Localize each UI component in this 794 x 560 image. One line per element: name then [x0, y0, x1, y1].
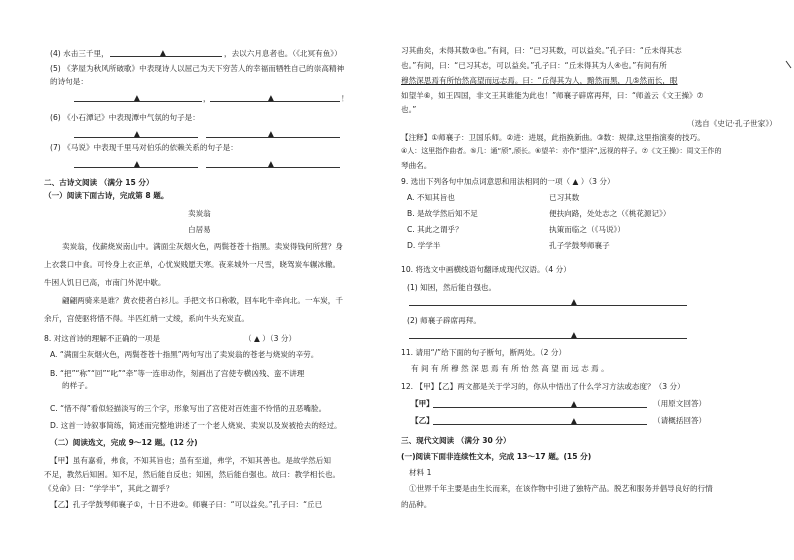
- q8-option-d: D. 这首一诗叙事简练，简述而完整地讲述了一个老人烧炭、卖炭以及炭被抢去的经过。: [50, 421, 342, 430]
- q10-answer-2[interactable]: [409, 338, 687, 339]
- q4-blank[interactable]: [110, 56, 222, 57]
- right-column: [397, 0, 794, 560]
- q9-option-b-pair: 便扶向路，处处志之（《桃花源记》）: [549, 209, 671, 218]
- poem-line: 牛困人饥日已高，市南门外泥中歇。: [44, 278, 166, 287]
- q12-label-jia: 【甲】: [411, 399, 434, 408]
- q8-answer-slot[interactable]: （ ▲ ）（3 分）: [244, 334, 297, 343]
- q10-part-2: (2) 师襄子辟席再拜。: [407, 316, 481, 325]
- blank-marker-icon: ▲: [571, 297, 577, 306]
- poem-line: 余斤，宫使驱将惜不得。半匹红绡一丈绫，系向牛头充炭直。: [44, 314, 250, 323]
- passage-jia: 《兑命》曰：“学学半”，其此之谓乎？: [44, 484, 174, 493]
- q12-hint-jia: （用原文回答）: [653, 399, 707, 408]
- poem-line: 上衣裳口中食。可怜身上衣正单，心忧炭贱愿天寒。夜来城外一尺雪，晓驾炭车辗冰辙。: [44, 260, 341, 269]
- q12-hint-yi: （请概括回答）: [653, 416, 707, 425]
- q12-text: 12. 【甲】【乙】两文都是关于学习的，你从中悟出了什么学习方法或态度？（3 分）: [401, 382, 685, 391]
- section-2-heading: 二、古诗文阅读 （满分 15 分）: [44, 178, 154, 187]
- q11-text: 11. 请用“/”给下面的句子断句，断两处。（2 分）: [401, 348, 567, 357]
- material-text: 的品种。: [401, 500, 432, 509]
- passage-yi-underlined: 穆然深思焉有所怡然高望而远志焉。曰：“丘得其为人，黯然而黑，几⑤然而长，眼: [401, 76, 678, 85]
- q8-option-b-cont: 的样子。: [62, 381, 93, 390]
- q7-text: (7) 《马说》中表现千里马对伯乐的依赖关系的句子是：: [50, 143, 238, 152]
- subsection-1-heading: （一）阅读下面古诗，完成第 8 题。: [44, 191, 169, 200]
- blank-marker-icon: ▲: [134, 159, 140, 168]
- passage-jia: 【甲】虽有嘉肴，弗食，不知其旨也；虽有至道，弗学，不知其善也。是故学然后知: [50, 456, 331, 465]
- q5-comma: ，: [203, 94, 211, 103]
- q9-option-c-pair: 执策而临之（《马说》）: [549, 225, 625, 234]
- q5-blank-2[interactable]: [210, 101, 340, 102]
- material-text: ①世界千年主要是由生长而来，在该作物中引进了独特产品。脱艺和服务并倡导良好的行情: [409, 484, 713, 493]
- passage-yi: 【乙】孔子学鼓琴师襄子①，十日不进②。师襄子曰：“可以益矣。”孔子曰：“丘已: [50, 500, 323, 509]
- q8-option-a: A. “满面尘灰烟火色，两鬓苍苍十指黑”两句写出了卖炭翁的苍老与烧炭的辛劳。: [50, 350, 319, 359]
- q10-part-1: (1) 知困，然后能自强也。: [407, 283, 497, 292]
- q12-label-yi: 【乙】: [411, 416, 434, 425]
- notes: 琴曲名。: [401, 161, 432, 170]
- passage-yi: 习其曲矣，未得其数③也。”有间，曰：“已习其数，可以益矣。”孔子曰：“丘未得其志: [401, 46, 682, 55]
- q4-text: (4) 水击三千里，: [50, 49, 109, 58]
- q8-option-c: C. “惜不得”看似轻描淡写的三个字，形象写出了宫使对百姓蛮不怜惜的丑恶嘴脸。: [50, 404, 327, 413]
- poem-line: 翩翩两骑来是谁？黄衣使者白衫儿。手把文书口称敕，回车叱牛牵向北。一车炭，千: [62, 296, 343, 305]
- subsection-2-heading: （二）阅读选文，完成 9～12 题。(12 分): [50, 438, 198, 447]
- q9-option-d: D. 学学半: [407, 241, 441, 250]
- blank-marker-icon: ▲: [268, 159, 274, 168]
- blank-marker-icon: ▲: [134, 129, 140, 138]
- section-3-heading: 三、现代文阅读 （满分 30 分）: [401, 436, 511, 445]
- blank-marker-icon: ▲: [268, 129, 274, 138]
- poem-author: 白居易: [188, 225, 211, 234]
- q9-option-d-pair: 孔子学鼓琴师襄子: [549, 241, 610, 250]
- passage-yi: 也。”: [401, 105, 417, 114]
- q10-answer-1[interactable]: [409, 305, 687, 306]
- blank-marker-icon: ▲: [571, 416, 577, 425]
- passage-source: （选自《史记·孔子世家》）: [687, 119, 777, 128]
- q9-option-a: A. 不知其旨也: [407, 193, 455, 202]
- q9-option-a-pair: 已习其数: [549, 193, 580, 202]
- blank-marker-icon: ▲: [160, 48, 166, 57]
- poem-title: 卖炭翁: [188, 209, 211, 218]
- q9-text: 9. 选出下列各句中加点词意思和用法相同的一项（ ▲ ）（3 分）: [401, 177, 615, 186]
- q4-end: ，去以六月息者也。（《北冥有鱼》）: [224, 49, 342, 58]
- blank-marker-icon: ▲: [571, 330, 577, 339]
- blank-marker-icon: ▲: [134, 93, 140, 102]
- notes: ④人：这里指作曲者。⑤几：通“颀”,颀长。⑥望羊：亦作“望洋”,远视的样子。⑦《文王操》：周文王作的: [401, 147, 722, 155]
- notes: 【注释】①师襄子：卫国乐师。②进：进展，此指换新曲。③数：规律,这里指演奏的技巧。: [401, 133, 705, 142]
- q8-option-b: B. “把”“称”“回”“叱”“牵”等一连串动作，刻画出了宫使专横凶残、蛮不讲理: [50, 369, 305, 378]
- blank-marker-icon: ▲: [268, 93, 274, 102]
- material-label: 材料 1: [409, 468, 432, 477]
- pen-mark-icon: [785, 60, 793, 73]
- q12-answer-jia[interactable]: [433, 407, 647, 408]
- passage-jia: 不足，教然后知困。知不足，然后能自反也；知困，然后能自强也。故曰：教学相长也。: [44, 470, 341, 479]
- q8-text: 8. 对这首诗的理解不正确的一项是: [44, 334, 160, 343]
- q5-exclaim: ！: [341, 94, 349, 103]
- blank-marker-icon: ▲: [571, 399, 577, 408]
- passage-yi: 如望羊⑥，如王四国，非文王其谁能为此也！”师襄子辟席再拜，曰：“师盖云《文王操》⑦: [401, 91, 704, 100]
- q5-line2: 的诗句是：: [50, 77, 88, 86]
- q12-answer-yi[interactable]: [433, 424, 647, 425]
- q10-text: 10. 将选文中画横线语句翻译成现代汉语。（4 分）: [401, 265, 571, 274]
- q11-sentence[interactable]: 有 间 有 所 穆 然 深 思 焉 有 所 怡 然 高 望 而 远 志 焉 。: [411, 364, 609, 373]
- q9-option-b: B. 是故学然后知不足: [407, 209, 478, 218]
- q9-option-c: C. 其此之谓乎？: [407, 225, 463, 234]
- q6-text: (6) 《小石潭记》中表现潭中气氛的句子是：: [50, 113, 200, 122]
- subsection-3-heading: (一)阅读下面非连续性文本，完成 13～17 题。(15 分): [401, 452, 592, 461]
- poem-line: 卖炭翁，伐薪烧炭南山中。满面尘灰烟火色，两鬓苍苍十指黑。卖炭得钱何所营？身: [62, 242, 343, 251]
- passage-yi: 也。”有间，曰：“已习其志，可以益矣。”孔子曰：“丘未得其为人④也。”有间有所: [401, 61, 667, 70]
- q5-line1: (5) 《茅屋为秋风所破歌》中表现诗人以屈己为天下穷苦人的幸福而牺牲自己的崇高精神: [50, 64, 345, 73]
